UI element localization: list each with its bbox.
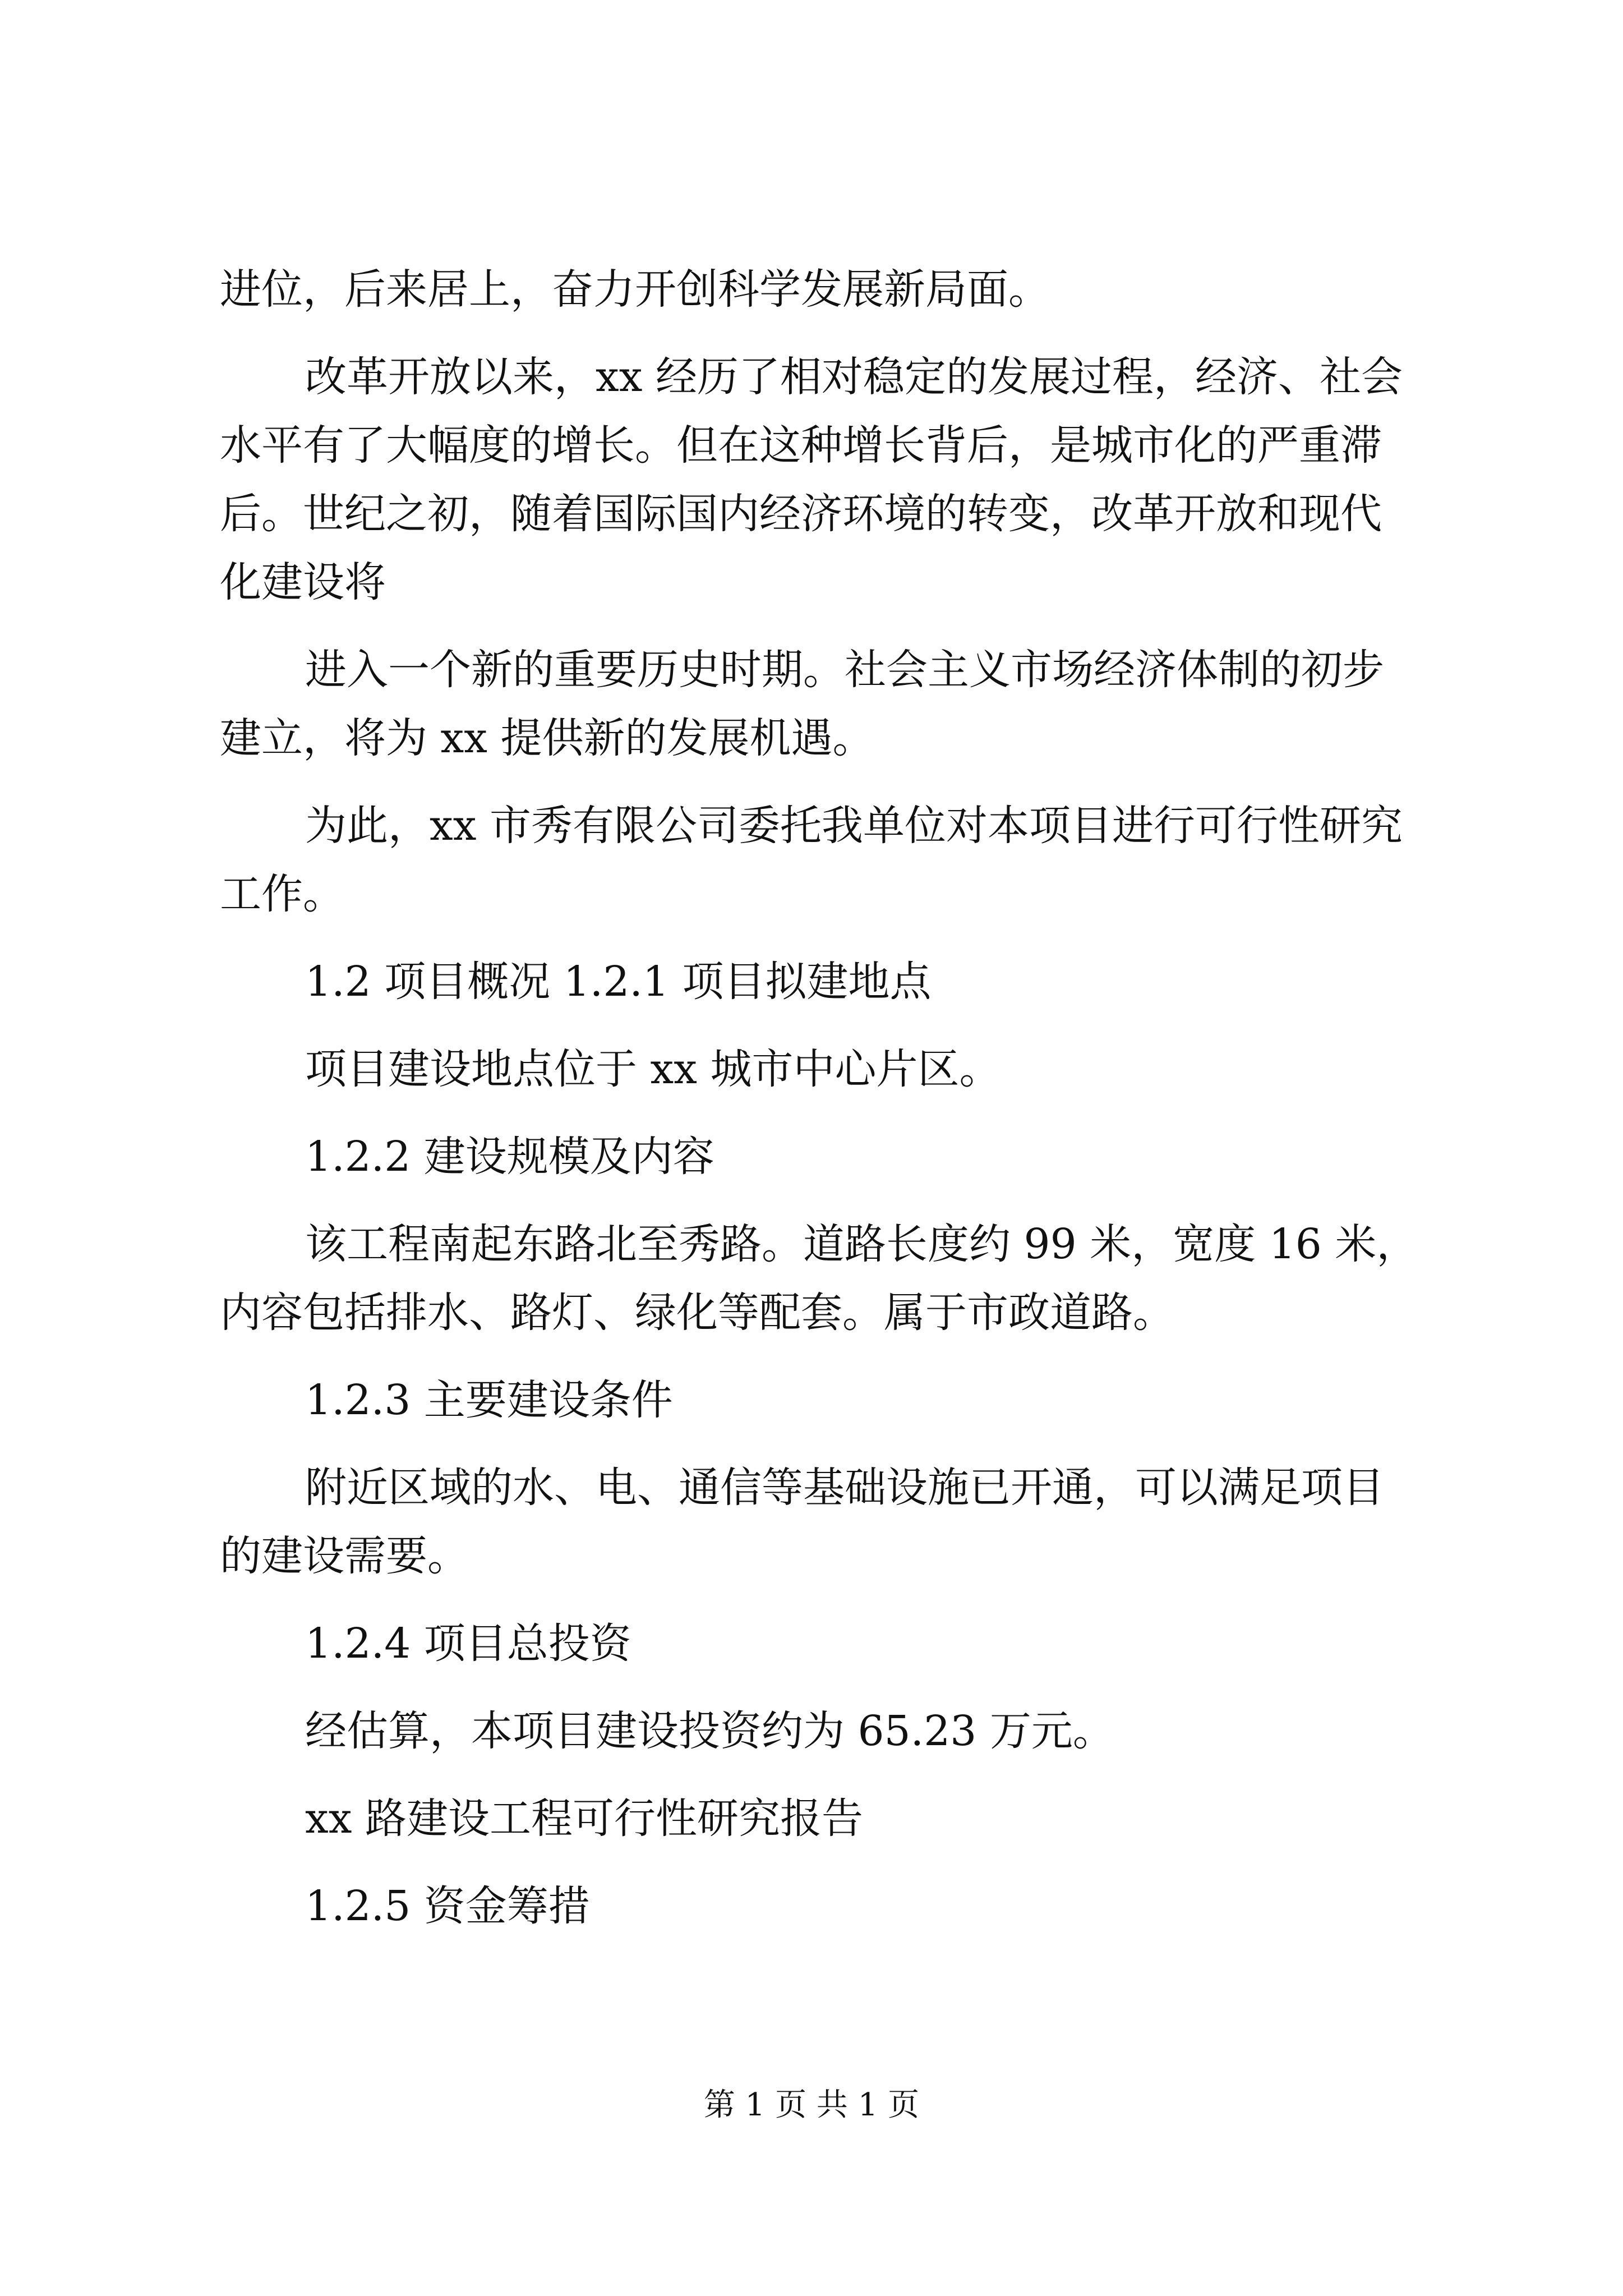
section-heading: 1.2 项目概况 1.2.1 项目拟建地点 xyxy=(305,958,932,1006)
paragraph: 项目建设地点位于 xx 城市中心片区。 xyxy=(305,1045,1001,1093)
section-heading: 1.2.2 建设规模及内容 xyxy=(305,1133,714,1181)
paragraph: xx 路建设工程可行性研究报告 xyxy=(305,1795,863,1843)
paragraph: 该工程南起东路北至秀路。道路长度约 99 米，宽度 16 米，内容包括排水、路灯、绿化等配套。属于市政道路。 xyxy=(220,1220,1418,1337)
paragraph: 改革开放以来，xx 经历了相对稳定的发展过程，经济、社会水平有了大幅度的增长。但在这种增长背后，是城市化的严重滞后。世纪之初，随着国际国内经济环境的转变，改革开放和现代化建设将 xyxy=(220,353,1403,606)
page-footer: 第 1 页 共 1 页 xyxy=(703,2087,920,2123)
paragraph: 经估算，本项目建设投资约为 65.23 万元。 xyxy=(305,1707,1114,1755)
document-body xyxy=(220,255,1420,1959)
paragraph: 为此，xx 市秀有限公司委托我单位对本项目进行可行性研究工作。 xyxy=(220,802,1403,918)
section-heading: 1.2.4 项目总投资 xyxy=(305,1619,631,1668)
section-heading: 1.2.3 主要建设条件 xyxy=(305,1376,673,1424)
paragraph: 进入一个新的重要历史时期。社会主义市场经济体制的初步建立，将为 xx 提供新的发展机遇。 xyxy=(220,646,1384,762)
section-heading: 1.2.5 资金筹措 xyxy=(305,1882,590,1930)
paragraph: 进位，后来居上，奋力开创科学发展新局面。 xyxy=(220,265,1050,314)
paragraph: 附近区域的水、电、通信等基础设施已开通，可以满足项目的建设需要。 xyxy=(220,1464,1384,1580)
